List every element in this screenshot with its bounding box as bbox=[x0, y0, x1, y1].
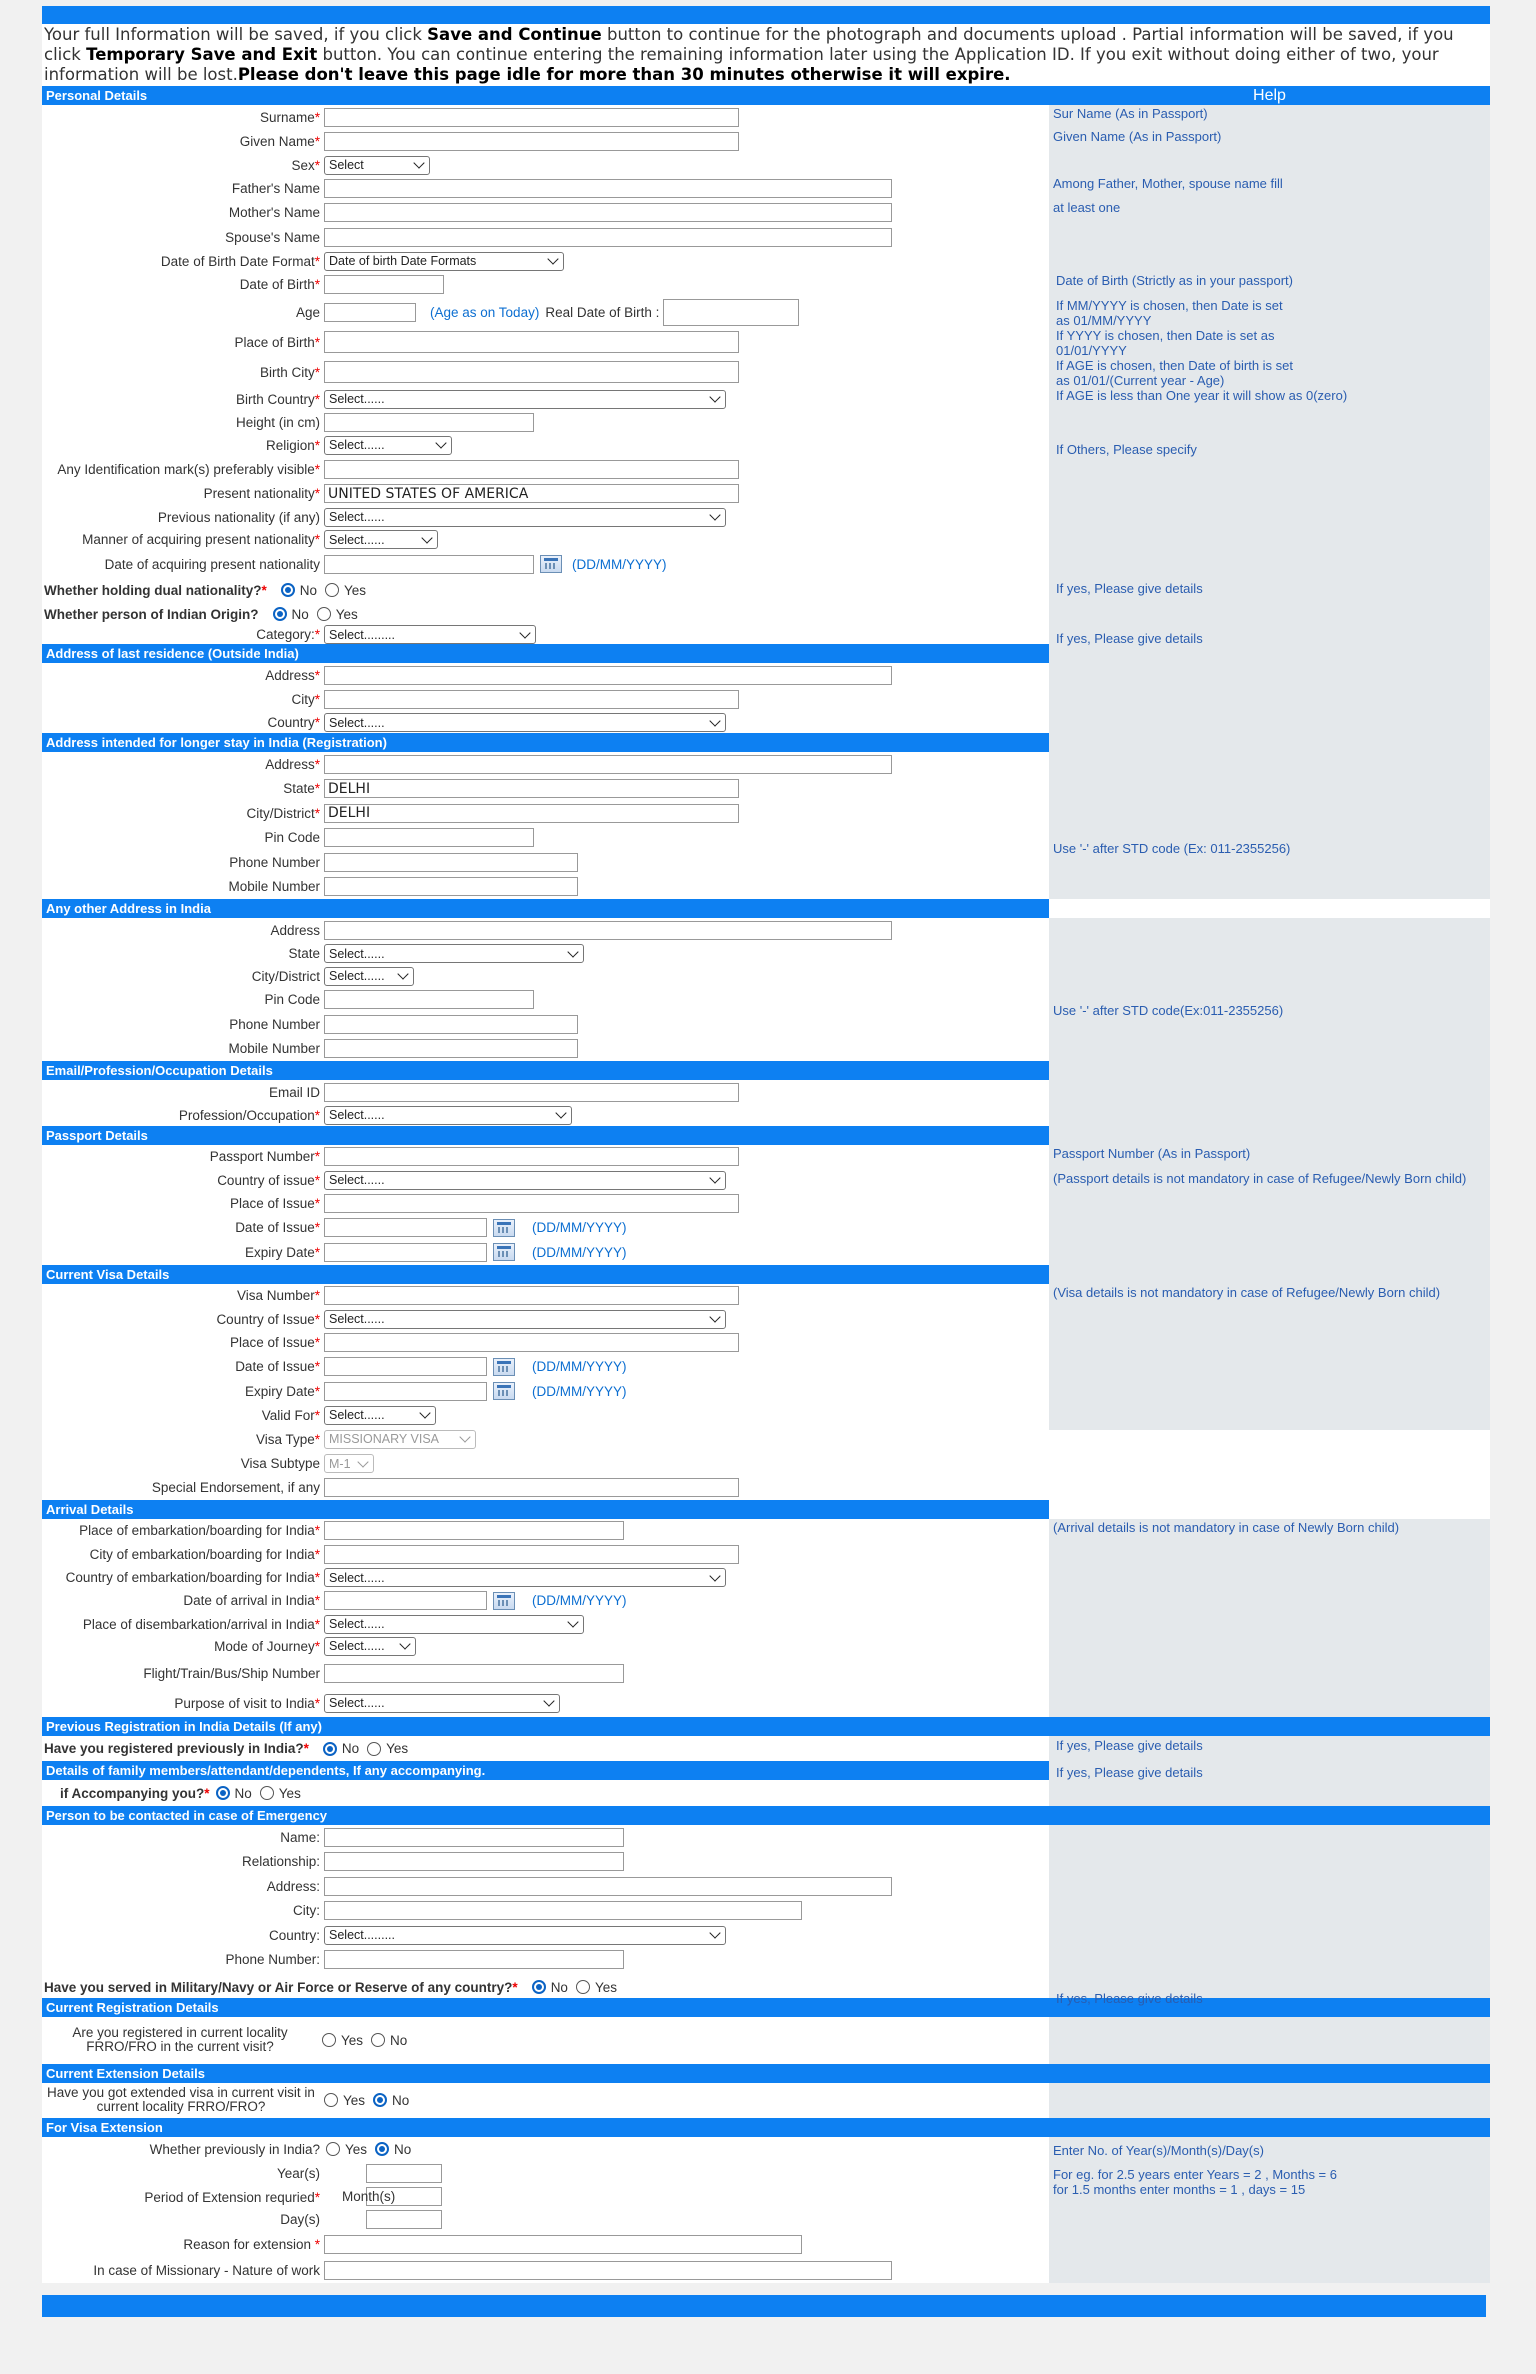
help-text: Enter No. of Year(s)/Month(s)/Day(s) bbox=[1053, 2142, 1264, 2158]
registered-previously-no-radio[interactable] bbox=[323, 1742, 337, 1756]
military-no-radio[interactable] bbox=[532, 1980, 546, 1994]
label-spouse-name: Spouse's Name bbox=[225, 229, 320, 245]
section-current-extension: Current Extension Details bbox=[42, 2064, 1490, 2083]
chevron-down-icon bbox=[709, 1311, 720, 1322]
calendar-icon[interactable] bbox=[493, 1243, 515, 1261]
date-acquiring-input[interactable] bbox=[324, 555, 534, 574]
registered-current-no-radio[interactable] bbox=[371, 2033, 385, 2047]
label-real-dob: Real Date of Birth : bbox=[545, 304, 660, 320]
label-flight-number: Flight/Train/Bus/Ship Number bbox=[143, 1665, 320, 1681]
profession-select[interactable]: Select...... bbox=[324, 1106, 572, 1125]
label-registered-current: Are you registered in current locality FRRO/FRO in the current visit? bbox=[72, 2025, 288, 2054]
label-visa-date-issue: Date of Issue* bbox=[235, 1359, 320, 1375]
date-format-hint: (DD/MM/YYYY) bbox=[572, 556, 667, 572]
spouse-name-input[interactable] bbox=[324, 228, 892, 247]
extended-visa-no-radio[interactable] bbox=[373, 2093, 387, 2107]
help-text: at least one bbox=[1053, 200, 1121, 215]
other-phone-input[interactable] bbox=[324, 1015, 578, 1034]
label-military-service: Have you served in Military/Navy or Air Force or Reserve of any country?* bbox=[44, 1979, 518, 1995]
radio-label: Yes bbox=[594, 1979, 617, 1995]
chevron-down-icon bbox=[567, 1616, 578, 1627]
accompanying-no-radio[interactable] bbox=[216, 1786, 230, 1800]
chevron-down-icon bbox=[709, 509, 720, 520]
radio-label: Yes bbox=[344, 582, 367, 598]
chevron-down-icon bbox=[709, 391, 720, 402]
label-accompanying: if Accompanying you?* bbox=[60, 1785, 210, 1801]
section-previous-registration: Previous Registration in India Details (If any) bbox=[42, 1717, 1490, 1736]
section-arrival: Arrival Details bbox=[42, 1500, 1049, 1519]
label-birth-country: Birth Country* bbox=[235, 391, 320, 407]
label-place-of-birth: Place of Birth* bbox=[234, 334, 320, 350]
label-dob-format: Date of Birth Date Format* bbox=[160, 253, 320, 269]
label-visa-subtype: Visa Subtype bbox=[240, 1456, 320, 1471]
label-other-pin: Pin Code bbox=[264, 992, 320, 1008]
label-manner-acquiring: Manner of acquiring present nationality* bbox=[82, 532, 320, 547]
radio-label: Yes bbox=[343, 2092, 366, 2108]
label-father-name: Father's Name bbox=[231, 180, 320, 196]
label-embark-country: Country of embarkation/boarding for India* bbox=[65, 1570, 320, 1585]
chevron-down-icon bbox=[519, 627, 530, 638]
arrival-date-input[interactable] bbox=[324, 1591, 487, 1610]
chevron-down-icon bbox=[459, 1431, 470, 1442]
identification-mark-input[interactable] bbox=[324, 460, 739, 479]
other-city-select[interactable]: Select...... bbox=[324, 967, 414, 986]
help-text: If yes, Please give details bbox=[1056, 581, 1203, 596]
extension-days-input[interactable] bbox=[366, 2210, 442, 2229]
label-identification-mark: Any Identification mark(s) preferably visible* bbox=[57, 461, 320, 477]
chevron-down-icon bbox=[435, 437, 446, 448]
label-longer-mobile: Mobile Number bbox=[228, 879, 320, 895]
label-disembark: Place of disembarkation/arrival in India* bbox=[82, 1616, 320, 1632]
help-text: If Others, Please specify bbox=[1056, 442, 1197, 457]
section-emergency-contact: Person to be contacted in case of Emergency bbox=[42, 1806, 1490, 1825]
label-months: Month(s) bbox=[342, 2189, 396, 2204]
height-input[interactable] bbox=[324, 413, 534, 432]
label-indian-origin: Whether person of Indian Origin? bbox=[44, 606, 259, 622]
label-last-city: City* bbox=[291, 692, 320, 708]
missionary-work-input[interactable] bbox=[324, 2261, 892, 2280]
longer-state-input[interactable] bbox=[324, 779, 739, 798]
emergency-phone-input[interactable] bbox=[324, 1950, 624, 1969]
longer-city-input[interactable] bbox=[324, 804, 739, 823]
birth-city-input[interactable] bbox=[324, 361, 739, 383]
chevron-down-icon bbox=[543, 1695, 554, 1706]
other-mobile-input[interactable] bbox=[324, 1039, 578, 1058]
label-visa-expiry: Expiry Date* bbox=[244, 1383, 320, 1399]
present-nationality-input[interactable] bbox=[324, 484, 739, 503]
calendar-icon[interactable] bbox=[493, 1382, 515, 1400]
label-extension-period: Period of Extension requried* bbox=[144, 2190, 320, 2205]
age-hint: (Age as on Today) bbox=[430, 304, 540, 320]
passport-place-input[interactable] bbox=[324, 1194, 739, 1213]
purpose-select[interactable]: Select...... bbox=[324, 1694, 560, 1713]
longer-mobile-input[interactable] bbox=[324, 877, 578, 896]
surname-input[interactable] bbox=[324, 108, 739, 127]
label-days: Day(s) bbox=[280, 2212, 320, 2227]
label-years: Year(s) bbox=[276, 2166, 320, 2181]
date-format-hint: (DD/MM/YYYY) bbox=[532, 1244, 627, 1260]
label-other-address: Address bbox=[270, 922, 320, 938]
emergency-relationship-input[interactable] bbox=[324, 1852, 624, 1871]
registered-current-yes-radio[interactable] bbox=[322, 2033, 336, 2047]
label-visa-number: Visa Number* bbox=[236, 1288, 320, 1304]
radio-label: No bbox=[394, 2141, 412, 2157]
radio-label: No bbox=[341, 1741, 360, 1756]
label-emergency-address: Address: bbox=[266, 1878, 320, 1894]
help-text: If yes, Please give details bbox=[1056, 631, 1203, 646]
help-text: If yes, Please give details bbox=[1056, 1738, 1203, 1753]
help-text: Use '-' after STD code(Ex:011-2355256) bbox=[1053, 1003, 1284, 1018]
chevron-down-icon bbox=[421, 532, 432, 543]
emergency-city-input[interactable] bbox=[324, 1901, 802, 1920]
previously-india-yes-radio[interactable] bbox=[326, 2142, 340, 2156]
last-country-select[interactable]: Select...... bbox=[324, 713, 726, 732]
calendar-icon[interactable] bbox=[493, 1219, 515, 1237]
help-text: If yes, Please give details bbox=[1056, 1765, 1203, 1780]
emergency-country-select[interactable]: Select......... bbox=[324, 1926, 726, 1945]
help-dob: Date of Birth (Strictly as in your passport) If MM/YYYY is chosen, then Date is set as 01/MM/YYYY If YYYY is chosen, then Date is set as 01/01/YYYY If AGE is chosen, then Date of birth is set as 01/01/(Current year - Age) If AGE is less than One year it will show as 0(zero) bbox=[1056, 273, 1348, 403]
label-category: Category:* bbox=[256, 627, 320, 642]
label-email: Email ID bbox=[268, 1084, 320, 1100]
chevron-down-icon bbox=[555, 1107, 566, 1118]
help-text: Use '-' after STD code (Ex: 011-2355256) bbox=[1053, 841, 1291, 856]
section-last-residence: Address of last residence (Outside India) bbox=[42, 644, 1049, 663]
notice-bold: Temporary Save and Exit bbox=[86, 45, 318, 64]
label-height: Height (in cm) bbox=[235, 414, 320, 430]
reason-extension-input[interactable] bbox=[324, 2235, 802, 2254]
embark-city-input[interactable] bbox=[324, 1545, 739, 1564]
visa-date-issue-input[interactable] bbox=[324, 1357, 487, 1376]
radio-label: Yes bbox=[278, 1785, 301, 1801]
longer-phone-input[interactable] bbox=[324, 853, 578, 872]
chevron-down-icon bbox=[413, 157, 424, 168]
other-address-input[interactable] bbox=[324, 921, 892, 940]
radio-label: Yes bbox=[386, 1741, 409, 1756]
radio-label: Yes bbox=[345, 2141, 368, 2157]
label-arrival-date: Date of arrival in India* bbox=[183, 1593, 320, 1609]
help-text: If yes, Please give details bbox=[1056, 1991, 1203, 2006]
label-last-country: Country* bbox=[267, 715, 320, 730]
label-other-state: State bbox=[288, 946, 320, 961]
birth-country-select[interactable]: Select...... bbox=[324, 390, 726, 409]
notice-text: button to continue for the photograph and documents upload . Partial information will be saved, if you click bbox=[44, 25, 1454, 64]
label-emergency-name: Name: bbox=[280, 1829, 320, 1845]
calendar-icon[interactable] bbox=[493, 1592, 515, 1610]
help-text: (Arrival details is not mandatory in case of Newly Born child) bbox=[1053, 1520, 1400, 1535]
chevron-down-icon bbox=[399, 1638, 410, 1649]
chevron-down-icon bbox=[709, 1172, 720, 1183]
label-missionary-work: In case of Missionary - Nature of work bbox=[93, 2262, 320, 2278]
help-text: Sur Name (As in Passport) bbox=[1053, 106, 1208, 121]
embark-place-input[interactable] bbox=[324, 1521, 624, 1540]
extension-years-input[interactable] bbox=[366, 2164, 442, 2183]
visa-subtype-select[interactable]: M-1 bbox=[324, 1454, 374, 1473]
military-yes-radio[interactable] bbox=[576, 1980, 590, 1994]
date-format-hint: (DD/MM/YYYY) bbox=[532, 1593, 627, 1609]
extension-period-group bbox=[42, 2162, 1049, 2232]
mother-name-input[interactable] bbox=[324, 203, 892, 222]
label-other-mobile: Mobile Number bbox=[228, 1041, 320, 1057]
dob-input[interactable] bbox=[324, 275, 444, 294]
label-longer-address: Address* bbox=[265, 756, 320, 772]
label-dob: Date of Birth* bbox=[239, 277, 320, 293]
radio-label: No bbox=[291, 606, 309, 622]
label-passport-place: Place of Issue* bbox=[229, 1195, 320, 1211]
radio-label: Yes bbox=[335, 606, 358, 622]
dob-format-select[interactable]: Date of birth Date Formats bbox=[324, 252, 564, 271]
label-longer-state: State* bbox=[283, 781, 320, 797]
email-input[interactable] bbox=[324, 1083, 739, 1102]
label-visa-valid-for: Valid For* bbox=[261, 1407, 320, 1423]
label-dual-nationality: Whether holding dual nationality?* bbox=[44, 582, 267, 598]
label-given-name: Given Name* bbox=[239, 134, 320, 150]
radio-label: No bbox=[550, 1979, 568, 1995]
other-pin-input[interactable] bbox=[324, 990, 534, 1009]
visa-valid-for-select[interactable]: Select...... bbox=[324, 1406, 436, 1425]
chevron-down-icon bbox=[547, 253, 558, 264]
place-of-birth-input[interactable] bbox=[324, 331, 739, 353]
visa-expiry-input[interactable] bbox=[324, 1382, 487, 1401]
section-current-visa: Current Visa Details bbox=[42, 1265, 1049, 1284]
label-purpose: Purpose of visit to India* bbox=[174, 1695, 320, 1711]
visa-place-input[interactable] bbox=[324, 1333, 739, 1352]
longer-address-input[interactable] bbox=[324, 755, 892, 774]
last-city-input[interactable] bbox=[324, 690, 739, 709]
section-other-address: Any other Address in India bbox=[42, 899, 1049, 918]
help-panel bbox=[1049, 86, 1490, 644]
help-header: Help bbox=[1049, 86, 1490, 105]
longer-pin-input[interactable] bbox=[324, 828, 534, 847]
notice-bold: Save and Continue bbox=[427, 25, 602, 44]
sex-select[interactable]: Select bbox=[324, 156, 430, 175]
chevron-down-icon bbox=[419, 1407, 430, 1418]
accompanying-yes-radio[interactable] bbox=[260, 1786, 274, 1800]
label-visa-place: Place of Issue* bbox=[229, 1334, 320, 1350]
section-family-members: Details of family members/attendant/dependents, If any accompanying. bbox=[42, 1761, 1049, 1780]
section-email-profession: Email/Profession/Occupation Details bbox=[42, 1061, 1049, 1080]
label-special-endorsement: Special Endorsement, if any bbox=[151, 1480, 320, 1496]
indian-origin-yes-radio[interactable] bbox=[317, 607, 331, 621]
last-address-input[interactable] bbox=[324, 666, 892, 685]
manner-acquiring-select[interactable]: Select...... bbox=[324, 530, 438, 549]
info-notice bbox=[42, 24, 1490, 86]
label-emergency-relationship: Relationship: bbox=[241, 1854, 320, 1870]
chevron-down-icon bbox=[567, 946, 578, 957]
label-emergency-country: Country: bbox=[268, 1927, 320, 1943]
chevron-down-icon bbox=[397, 968, 408, 979]
visa-country-select[interactable]: Select...... bbox=[324, 1310, 726, 1329]
label-previous-nationality: Previous nationality (if any) bbox=[157, 509, 320, 525]
help-text: (Visa details is not mandatory in case of Refugee/Newly Born child) bbox=[1053, 1284, 1441, 1300]
date-format-hint: (DD/MM/YYYY) bbox=[532, 1359, 627, 1375]
label-extended-visa: Have you got extended visa in current visit in current locality FRRO/FRO? bbox=[47, 2085, 315, 2114]
label-passport-date-issue: Date of Issue* bbox=[235, 1220, 320, 1236]
special-endorsement-input[interactable] bbox=[324, 1478, 739, 1497]
label-embark-place: Place of embarkation/boarding for India* bbox=[79, 1523, 320, 1538]
label-registered-previously: Have you registered previously in India?* bbox=[44, 1741, 309, 1756]
date-format-hint: (DD/MM/YYYY) bbox=[532, 1220, 627, 1236]
chevron-down-icon bbox=[357, 1456, 368, 1467]
age-input[interactable] bbox=[324, 303, 416, 322]
label-last-address: Address* bbox=[265, 667, 320, 683]
label-longer-pin: Pin Code bbox=[264, 830, 320, 846]
notice-text: button. You can continue entering the remaining information later using the Application ID. If you exit without doing either of two, your information will be lost. bbox=[44, 45, 1439, 84]
label-date-acquiring: Date of acquiring present nationality bbox=[104, 556, 320, 572]
help-text: (Passport details is not mandatory in case of Refugee/Newly Born child) bbox=[1053, 1170, 1467, 1186]
section-passport: Passport Details bbox=[42, 1126, 1049, 1145]
embark-country-select[interactable]: Select...... bbox=[324, 1568, 726, 1587]
label-reason-extension: Reason for extension * bbox=[183, 2237, 320, 2252]
date-format-hint: (DD/MM/YYYY) bbox=[532, 1383, 627, 1399]
label-embark-city: City of embarkation/boarding for India* bbox=[89, 1546, 320, 1562]
radio-label: No bbox=[392, 2092, 410, 2108]
label-emergency-city: City: bbox=[293, 1903, 320, 1919]
chevron-down-icon bbox=[709, 715, 720, 726]
radio-label: No bbox=[234, 1785, 252, 1801]
chevron-down-icon bbox=[709, 1570, 720, 1581]
radio-label: No bbox=[299, 582, 318, 598]
registered-previously-yes-radio[interactable] bbox=[367, 1742, 381, 1756]
section-visa-extension: For Visa Extension bbox=[42, 2118, 1490, 2137]
section-personal-details: Personal Details bbox=[42, 86, 1049, 105]
dual-nationality-yes-radio[interactable] bbox=[325, 583, 339, 597]
mode-journey-select[interactable]: Select...... bbox=[324, 1637, 416, 1656]
passport-date-issue-input[interactable] bbox=[324, 1218, 487, 1237]
given-name-input[interactable] bbox=[324, 132, 739, 151]
label-age: Age bbox=[295, 304, 320, 320]
label-present-nationality: Present nationality* bbox=[203, 486, 320, 502]
help-text: Passport Number (As in Passport) bbox=[1053, 1145, 1251, 1161]
calendar-icon[interactable] bbox=[493, 1358, 515, 1376]
emergency-name-input[interactable] bbox=[324, 1828, 624, 1847]
previously-india-no-radio[interactable] bbox=[375, 2142, 389, 2156]
label-passport-expiry: Expiry Date* bbox=[244, 1244, 320, 1260]
label-religion: Religion* bbox=[265, 437, 320, 453]
religion-select[interactable]: Select...... bbox=[324, 436, 452, 455]
label-longer-city: City/District* bbox=[246, 805, 320, 821]
label-other-city: City/District bbox=[251, 968, 320, 984]
radio-label: Yes bbox=[341, 2032, 364, 2048]
label-mother-name: Mother's Name bbox=[228, 205, 320, 221]
flight-number-input[interactable] bbox=[324, 1664, 624, 1683]
section-longer-stay: Address intended for longer stay in India (Registration) bbox=[42, 733, 1049, 752]
real-dob-input[interactable] bbox=[663, 299, 799, 326]
section-current-registration: Current Registration Details bbox=[42, 1998, 1490, 2017]
help-text: Among Father, Mother, spouse name fill bbox=[1053, 176, 1283, 191]
passport-country-select[interactable]: Select...... bbox=[324, 1171, 726, 1190]
previous-nationality-select[interactable]: Select...... bbox=[324, 508, 726, 527]
label-birth-city: Birth City* bbox=[259, 364, 320, 380]
emergency-address-input[interactable] bbox=[324, 1877, 892, 1896]
father-name-input[interactable] bbox=[324, 179, 892, 198]
label-mode-journey: Mode of Journey* bbox=[214, 1638, 320, 1654]
chevron-down-icon bbox=[709, 1927, 720, 1938]
help-text: Given Name (As in Passport) bbox=[1053, 129, 1222, 144]
disembark-select[interactable]: Select...... bbox=[324, 1615, 584, 1634]
label-surname: Surname* bbox=[259, 109, 320, 125]
bottom-bar bbox=[42, 2295, 1486, 2317]
calendar-icon[interactable] bbox=[540, 555, 562, 573]
other-state-select[interactable]: Select...... bbox=[324, 944, 584, 963]
label-emergency-phone: Phone Number: bbox=[225, 1951, 320, 1967]
visa-number-input[interactable] bbox=[324, 1286, 739, 1305]
label-passport-country: Country of issue* bbox=[217, 1172, 320, 1188]
label-longer-phone: Phone Number bbox=[229, 854, 320, 870]
category-select[interactable]: Select......... bbox=[324, 625, 536, 644]
label-visa-type: Visa Type* bbox=[255, 1431, 320, 1447]
radio-label: No bbox=[390, 2032, 408, 2048]
visa-type-select[interactable]: MISSIONARY VISA bbox=[324, 1430, 476, 1449]
notice-warning: Please don't leave this page idle for more than 30 minutes otherwise it will expire. bbox=[237, 65, 1011, 84]
dual-nationality-no-radio[interactable] bbox=[281, 583, 295, 597]
passport-expiry-input[interactable] bbox=[324, 1243, 487, 1262]
label-other-phone: Phone Number bbox=[229, 1016, 320, 1032]
label-sex: Sex* bbox=[291, 157, 320, 173]
help-extension-example: For eg. for 2.5 years enter Years = 2 , Months = 6 for 1.5 months enter months = 1 , days = 15 bbox=[1053, 2166, 1337, 2197]
label-previously-india: Whether previously in India? bbox=[149, 2141, 320, 2157]
label-visa-country: Country of Issue* bbox=[216, 1311, 320, 1327]
passport-number-input[interactable] bbox=[324, 1147, 739, 1166]
top-bar bbox=[42, 6, 1490, 24]
extended-visa-yes-radio[interactable] bbox=[324, 2093, 338, 2107]
indian-origin-no-radio[interactable] bbox=[273, 607, 287, 621]
label-passport-number: Passport Number* bbox=[209, 1149, 320, 1165]
notice-text: Your full Information will be saved, if you click bbox=[44, 25, 428, 44]
label-profession: Profession/Occupation* bbox=[178, 1107, 320, 1123]
